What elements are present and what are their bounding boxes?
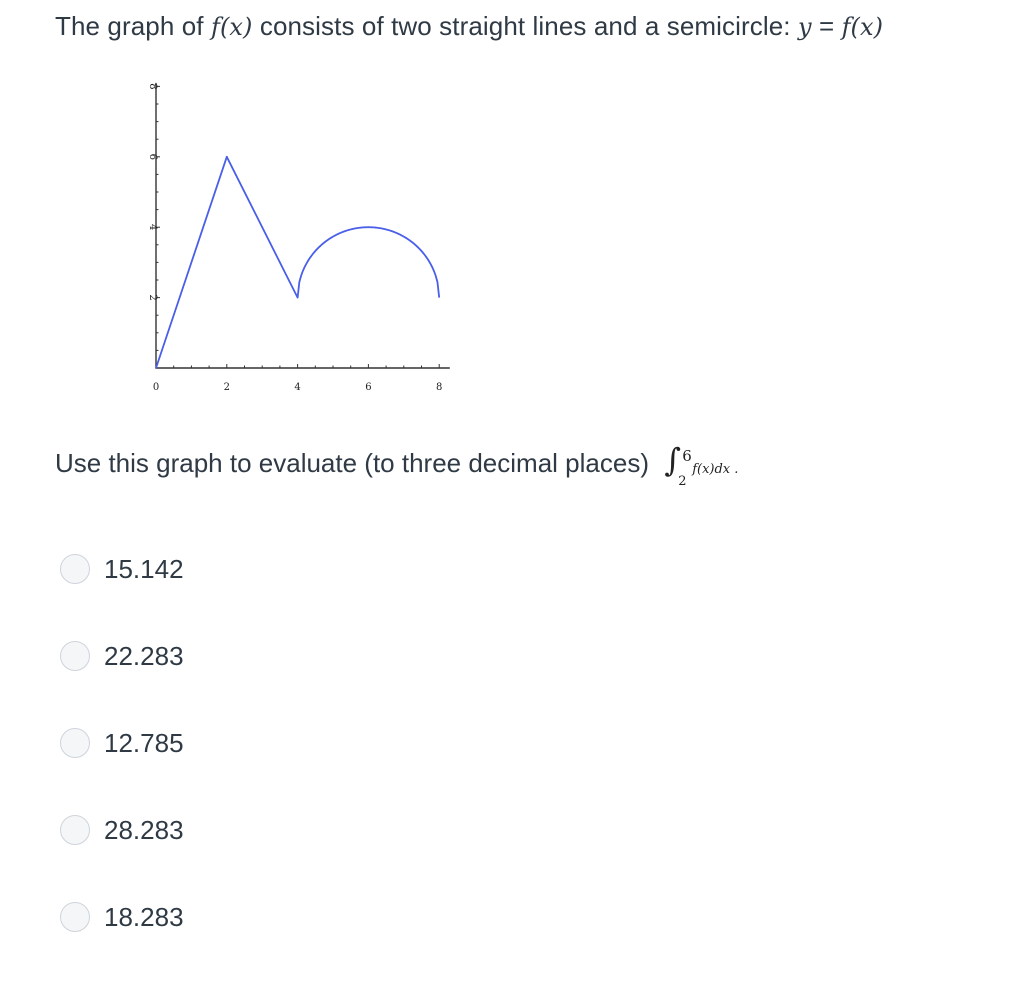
title-fx: f(x) xyxy=(210,13,253,41)
radio-button[interactable] xyxy=(60,902,90,932)
integral-upper-limit: 6 xyxy=(682,447,692,465)
y-tick-label: 2 xyxy=(147,294,158,301)
y-tick-label: 8 xyxy=(147,83,158,90)
x-tick-label: 0 xyxy=(152,382,160,393)
x-tick-label: 4 xyxy=(294,382,301,393)
answer-option[interactable] xyxy=(60,897,184,937)
instruction xyxy=(55,441,764,489)
radio-button[interactable] xyxy=(60,554,90,584)
semicircle-segment xyxy=(298,227,440,297)
option-label: 15.142 xyxy=(104,553,184,584)
x-tick-label: 8 xyxy=(436,382,443,393)
option-label: 18.283 xyxy=(104,901,184,932)
line-segment xyxy=(156,157,227,368)
answer-option[interactable] xyxy=(60,549,184,589)
question-title xyxy=(55,10,883,43)
radio-button[interactable] xyxy=(60,815,90,845)
curve xyxy=(156,157,439,368)
title-equals: = xyxy=(811,11,842,41)
integral-body: f(x)dx . xyxy=(692,462,739,477)
answer-option[interactable] xyxy=(60,723,184,763)
answer-option[interactable] xyxy=(60,636,184,676)
function-graph xyxy=(130,78,470,408)
ticks xyxy=(147,83,442,393)
option-label: 22.283 xyxy=(104,640,184,671)
y-tick-label: 4 xyxy=(147,224,158,231)
answer-options xyxy=(60,549,184,984)
y-tick-label: 6 xyxy=(147,153,158,160)
instruction-text: Use this graph to evaluate (to three decimal places) xyxy=(55,448,657,478)
line-segment xyxy=(227,157,298,298)
title-prefix: The graph of xyxy=(55,11,211,41)
integral-lower-limit: 2 xyxy=(678,474,687,489)
integral-sign: ∫ xyxy=(664,441,681,479)
radio-button[interactable] xyxy=(60,641,90,671)
option-label: 12.785 xyxy=(104,727,184,758)
answer-option[interactable] xyxy=(60,810,184,850)
option-label: 28.283 xyxy=(104,814,184,845)
title-y: y xyxy=(797,13,812,41)
axes xyxy=(156,83,450,368)
x-tick-label: 2 xyxy=(223,382,230,393)
integral-expression xyxy=(664,441,764,489)
graph-svg xyxy=(130,78,470,408)
radio-button[interactable] xyxy=(60,728,90,758)
title-fx2: f(x) xyxy=(841,13,884,41)
x-tick-label: 6 xyxy=(365,382,372,393)
title-middle: consists of two straight lines and a semicircle: xyxy=(252,11,798,41)
